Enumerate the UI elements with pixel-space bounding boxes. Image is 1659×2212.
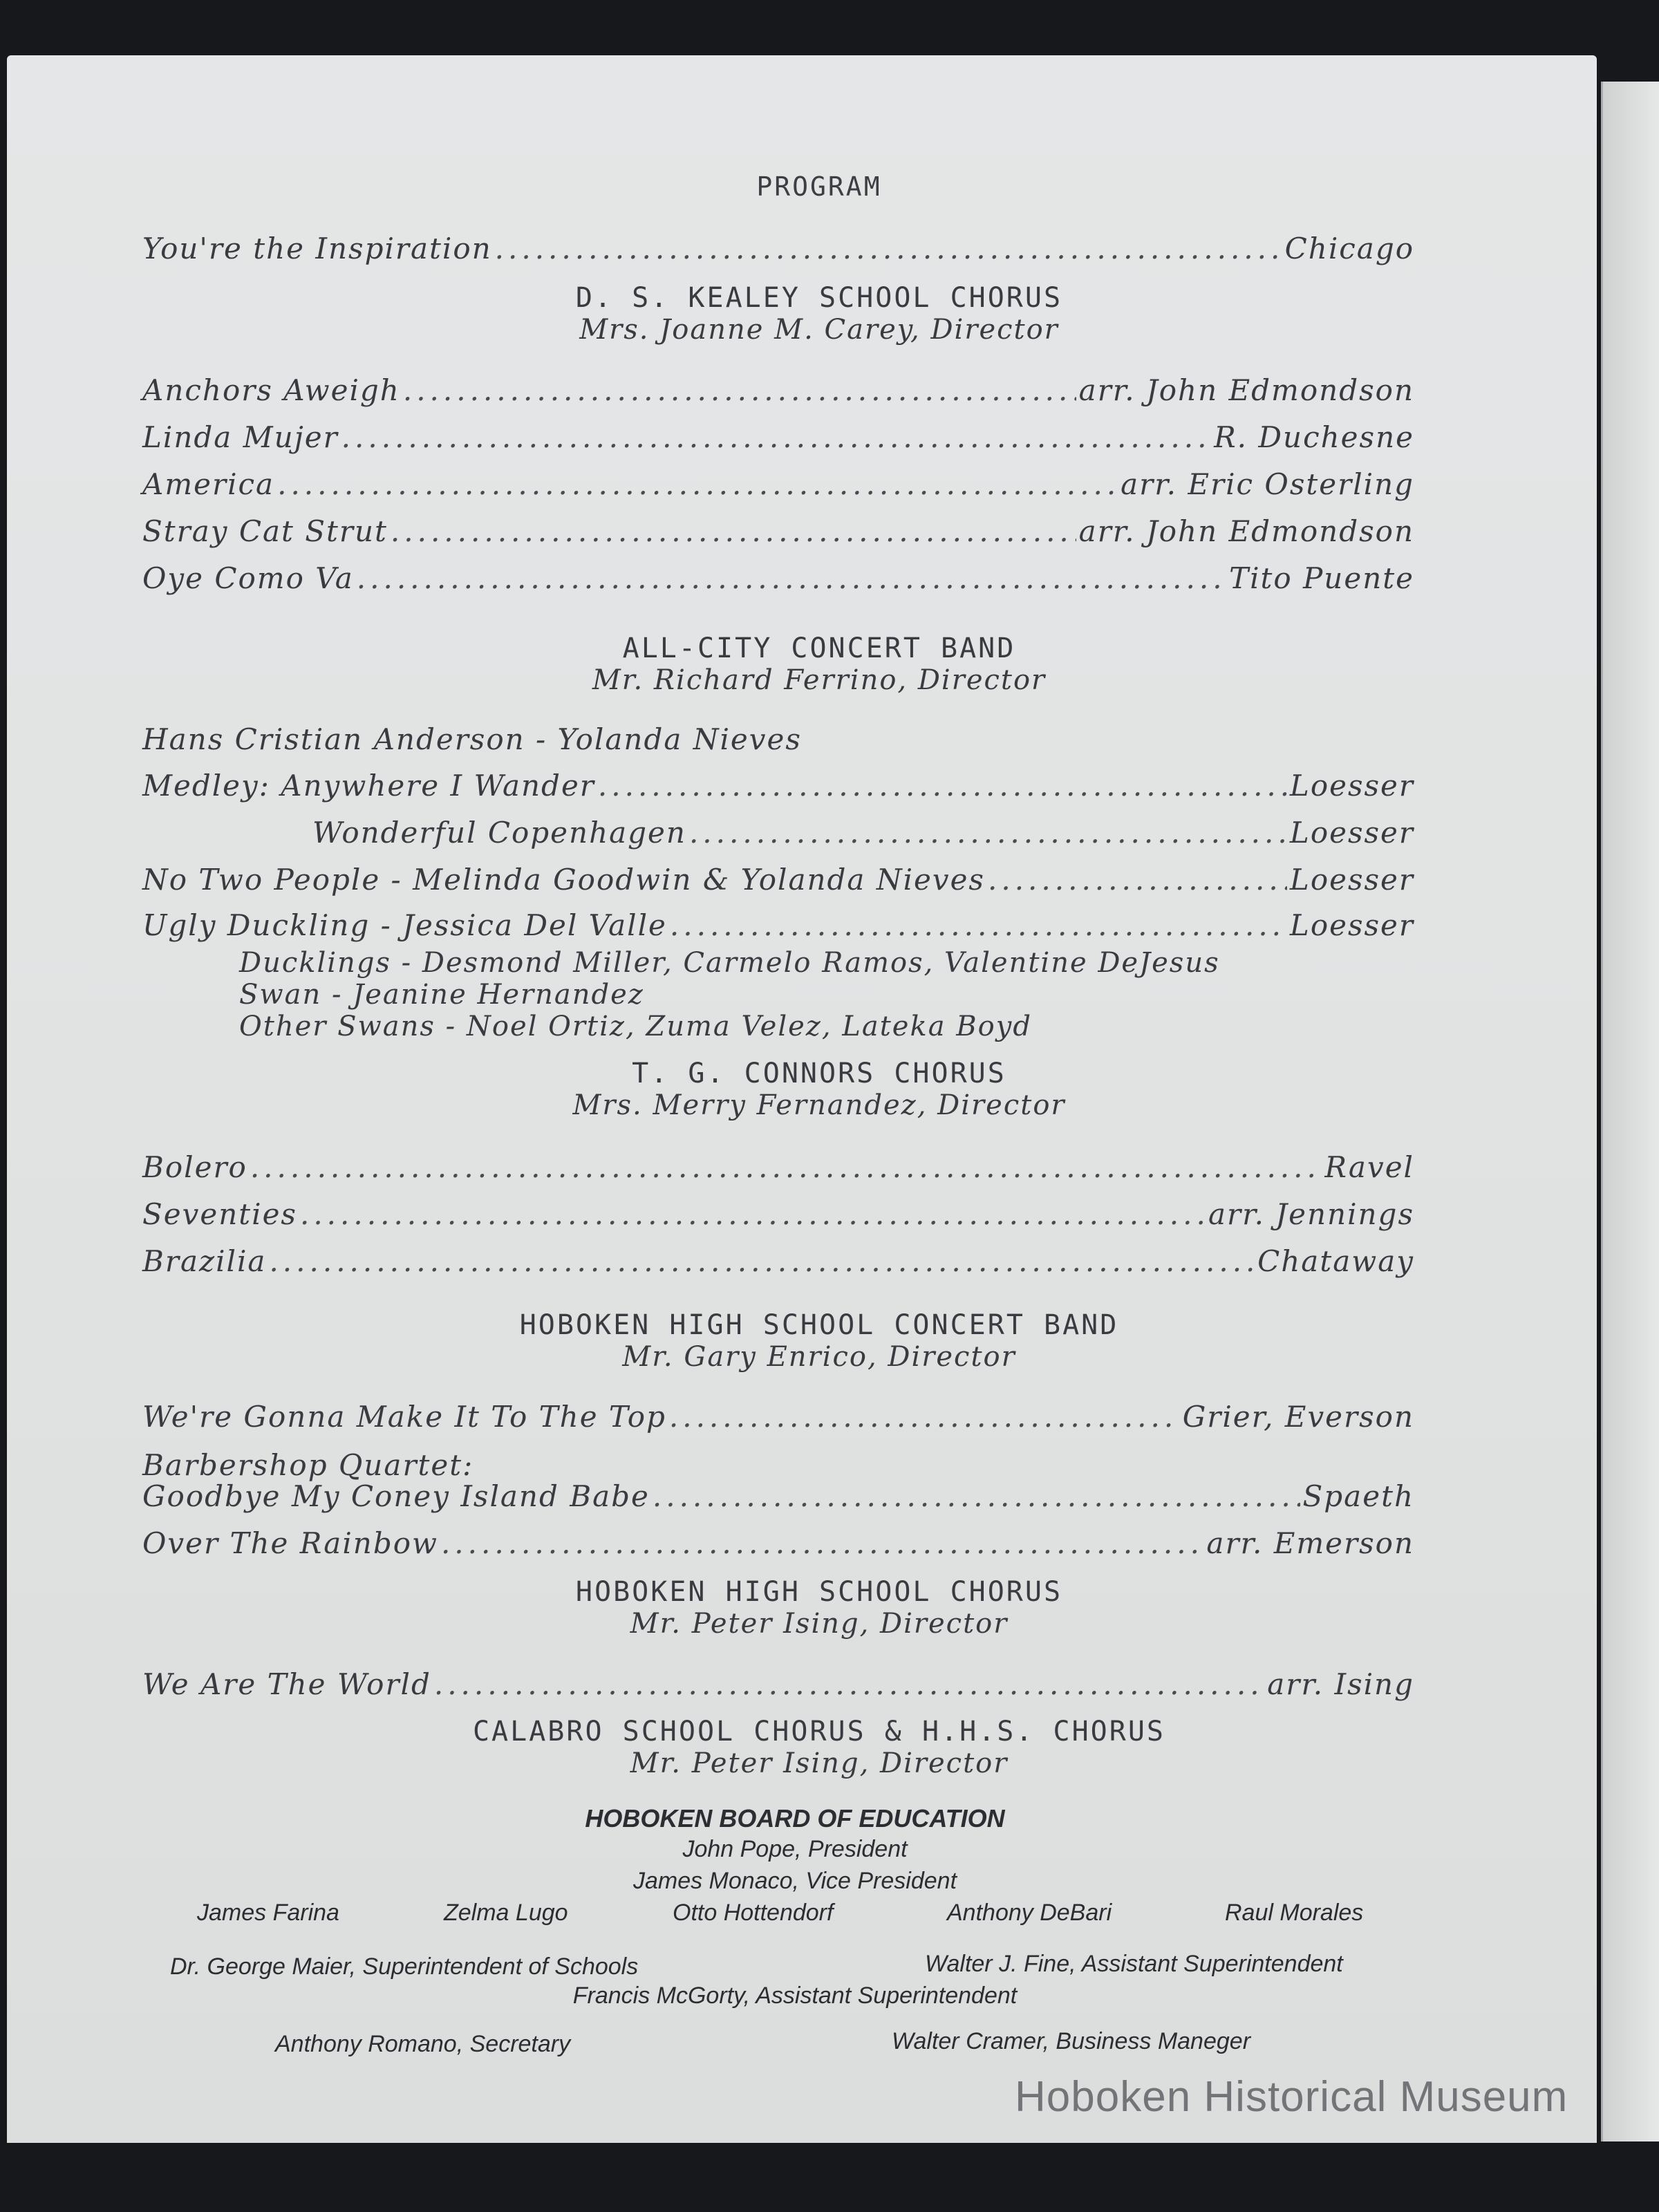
performer-group (0, 282, 1638, 346)
piece-title: Anchors Aweigh (142, 373, 400, 407)
performer-name: HOBOKEN HIGH SCHOOL CONCERT BAND (519, 1309, 1119, 1341)
piece-composer: Loesser (1289, 816, 1414, 850)
performer-name: HOBOKEN HIGH SCHOOL CHORUS (575, 1576, 1063, 1608)
dot-leader (403, 373, 1076, 407)
performer-director: Mr. Peter Ising, Director (630, 1747, 1009, 1779)
piece-composer: arr. John Edmondson (1078, 373, 1414, 407)
program-entry (142, 908, 1414, 942)
dot-leader (670, 908, 1287, 942)
performer-name: ALL-CITY CONCERT BAND (622, 632, 1016, 664)
performer-group (0, 632, 1638, 696)
program-entry (142, 1150, 1414, 1184)
piece-composer: Ravel (1324, 1150, 1414, 1184)
piece-title: America (142, 467, 275, 501)
board-superintendent: Dr. George Maier, Superintendent of Schools (170, 1953, 639, 1980)
performer-group (0, 1058, 1638, 1121)
piece-composer: Loesser (1289, 863, 1414, 897)
performer-name: T. G. CONNORS CHORUS (632, 1058, 1006, 1089)
program-entry (142, 863, 1414, 897)
program-entry (142, 561, 1414, 595)
board-member: Raul Morales (1225, 1900, 1364, 1926)
performer-name: D. S. KEALEY SCHOOL CHORUS (575, 282, 1063, 314)
piece-composer: arr. John Edmondson (1078, 514, 1414, 548)
piece-subheading: Barbershop Quartet: (142, 1448, 474, 1482)
board-member: Otto Hottendorf (673, 1900, 834, 1926)
cast-line: Swan - Jeanine Hernandez (239, 979, 644, 1011)
piece-composer: R. Duchesne (1214, 420, 1414, 454)
board-member: James Farina (197, 1900, 339, 1926)
dot-leader (434, 1667, 1264, 1701)
piece-title: Stray Cat Strut (142, 514, 388, 548)
piece-title: Wonderful Copenhagen (312, 816, 686, 850)
piece-title: Hans Cristian Anderson - Yolanda Nieves (142, 722, 802, 756)
piece-title: Oye Como Va (142, 561, 354, 595)
board-asst-superintendent: Francis McGorty, Assistant Superintendent (572, 1983, 1018, 2009)
dot-leader (250, 1150, 1322, 1184)
dot-leader (988, 863, 1287, 897)
dot-leader (269, 1244, 1255, 1278)
board-title: HOBOKEN BOARD OF EDUCATION (585, 1804, 1005, 1833)
piece-composer: Tito Puente (1229, 561, 1414, 595)
piece-title: Brazilia (142, 1244, 267, 1278)
piece-title: You're the Inspiration (142, 232, 492, 265)
dot-leader (300, 1197, 1206, 1231)
board-asst-superintendent: Walter J. Fine, Assistant Superintendent (925, 1951, 1343, 1977)
program-entry (142, 1526, 1414, 1560)
board-member: Zelma Lugo (444, 1900, 568, 1926)
museum-watermark: Hoboken Historical Museum (1015, 2073, 1568, 2121)
dot-leader (689, 816, 1287, 850)
program-entry (142, 232, 1414, 265)
board-vice-president: James Monaco, Vice President (632, 1868, 957, 1894)
performer-director: Mrs. Joanne M. Carey, Director (579, 314, 1059, 346)
piece-composer: Loesser (1289, 769, 1414, 803)
program-entry (142, 1197, 1414, 1231)
program-entry-heading (142, 1448, 1414, 1482)
piece-title: Bolero (142, 1150, 247, 1184)
program-entry (142, 420, 1414, 454)
program-entry (142, 1479, 1414, 1513)
dot-leader (441, 1526, 1203, 1560)
program-entry (142, 467, 1414, 501)
program-entry (142, 373, 1414, 407)
piece-title: Medley: Anywhere I Wander (142, 769, 595, 803)
performer-director: Mr. Peter Ising, Director (630, 1608, 1009, 1640)
program-entry-heading (142, 722, 1414, 756)
piece-composer: Chicago (1284, 232, 1414, 265)
performer-director: Mr. Gary Enrico, Director (622, 1341, 1016, 1373)
piece-title: Seventies (142, 1197, 297, 1231)
program-entry (142, 514, 1414, 548)
piece-title: Goodbye My Coney Island Babe (142, 1479, 650, 1513)
piece-title: We're Gonna Make It To The Top (142, 1400, 666, 1434)
performer-name: CALABRO SCHOOL CHORUS & H.H.S. CHORUS (472, 1716, 1166, 1747)
performer-director: Mr. Richard Ferrino, Director (592, 664, 1047, 696)
piece-title: We Are The World (142, 1667, 431, 1701)
piece-composer: arr. Ising (1267, 1667, 1414, 1701)
board-president: John Pope, President (682, 1836, 908, 1862)
board-member: Anthony DeBari (947, 1900, 1112, 1926)
board-business-manager: Walter Cramer, Business Maneger (892, 2028, 1251, 2054)
dot-leader (277, 467, 1118, 501)
piece-composer: Grier, Everson (1182, 1400, 1414, 1434)
dot-leader (669, 1400, 1180, 1434)
piece-composer: arr. Jennings (1208, 1197, 1414, 1231)
dot-leader (357, 561, 1226, 595)
piece-composer: Spaeth (1302, 1479, 1414, 1513)
dot-leader (341, 420, 1211, 454)
program-entry (142, 769, 1414, 803)
performer-director: Mrs. Merry Fernandez, Director (572, 1089, 1066, 1121)
dot-leader (598, 769, 1287, 803)
dot-leader (495, 232, 1282, 265)
program-entry (142, 1244, 1414, 1278)
piece-title: Linda Mujer (142, 420, 339, 454)
piece-composer: Chataway (1257, 1244, 1414, 1278)
dot-leader (653, 1479, 1300, 1513)
performer-group (0, 1716, 1638, 1779)
performer-group (0, 1309, 1638, 1373)
performer-group (0, 1576, 1638, 1640)
piece-composer: arr. Eric Osterling (1121, 467, 1414, 501)
program-entry (142, 1667, 1414, 1701)
dot-leader (391, 514, 1076, 548)
program-entry (142, 816, 1414, 850)
piece-title: No Two People - Melinda Goodwin & Yolanda Nieves (142, 863, 985, 897)
piece-composer: arr. Emerson (1206, 1526, 1414, 1560)
program-title: PROGRAM (756, 171, 882, 202)
cast-line: Other Swans - Noel Ortiz, Zuma Velez, Lateka Boyd (239, 1011, 1032, 1042)
program-entry (142, 1400, 1414, 1434)
cast-line: Ducklings - Desmond Miller, Carmelo Ramos, Valentine DeJesus (239, 947, 1220, 979)
piece-title: Ugly Duckling - Jessica Del Valle (142, 908, 667, 942)
piece-title: Over The Rainbow (142, 1526, 438, 1560)
piece-composer: Loesser (1289, 908, 1414, 942)
board-secretary: Anthony Romano, Secretary (275, 2031, 571, 2057)
